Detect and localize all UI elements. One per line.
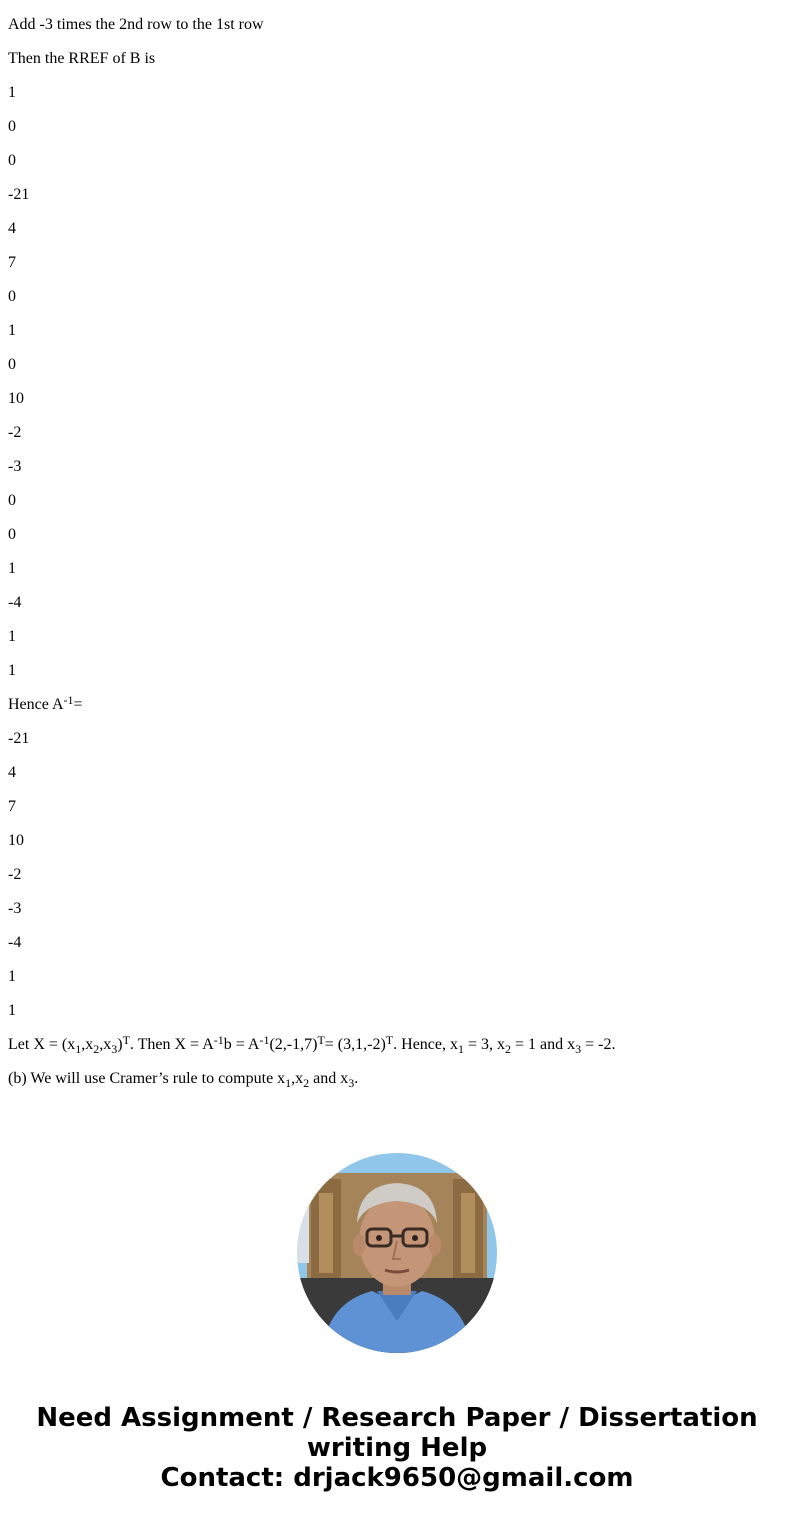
- author-avatar: [297, 1153, 497, 1353]
- matrix-entry: -3: [8, 458, 22, 475]
- promo-banner: [0, 1403, 794, 1493]
- matrix-entry: 1: [8, 662, 16, 679]
- matrix-entry: 0: [8, 492, 16, 509]
- matrix-entry: -2: [8, 424, 22, 441]
- matrix-entry: 0: [8, 526, 16, 543]
- matrix-entry: 0: [8, 152, 16, 169]
- matrix-entry: 0: [8, 288, 16, 305]
- matrix-entry: 7: [8, 254, 16, 271]
- matrix-entry: 7: [8, 798, 16, 815]
- promo-line-1: Need Assignment / Research Paper / Dissertation: [36, 1403, 758, 1433]
- promo-contact: Contact: drjack9650@gmail.com: [160, 1463, 634, 1493]
- matrix-entry: 0: [8, 356, 16, 373]
- step-text: Add -3 times the 2nd row to the 1st row: [8, 16, 264, 33]
- matrix-entry: 4: [8, 764, 16, 781]
- rref-matrix-entries: [8, 83, 786, 695]
- matrix-entry: -4: [8, 934, 22, 951]
- matrix-entry: 1: [8, 322, 16, 339]
- cramer-line: (b) We will use Cramer’s rule to compute $x_1,x_2$ and $x_3$.: [8, 1070, 359, 1090]
- matrix-entry: -21: [8, 186, 30, 203]
- matrix-entry: -3: [8, 900, 22, 917]
- rref-heading: Then the RREF of B is: [8, 50, 156, 67]
- matrix-entry: 1: [8, 560, 16, 577]
- matrix-entry: 0: [8, 118, 16, 135]
- matrix-entry: 4: [8, 220, 16, 237]
- inverse-matrix-entries: [8, 729, 786, 1035]
- matrix-entry: 10: [8, 832, 24, 849]
- matrix-entry: 1: [8, 628, 16, 645]
- matrix-entry: -21: [8, 730, 30, 747]
- matrix-entry: 10: [8, 390, 24, 407]
- matrix-entry: -2: [8, 866, 22, 883]
- matrix-entry: 1: [8, 968, 16, 985]
- matrix-entry: -4: [8, 594, 22, 611]
- solution-line: Let $X = (x_1,x_2,x_3)^T$. Then $X = A^{-1}b = A^{-1}(2,-1,7)^T= (3,1,-2)^T$. Hence, $x_1 = 3$, $x_2 = 1$ and $x_3 = -2$.: [8, 1033, 616, 1056]
- author-portrait-image: [297, 1153, 497, 1353]
- matrix-entry: 1: [8, 84, 16, 101]
- promo-line-2: writing Help: [306, 1433, 488, 1463]
- matrix-entry: 1: [8, 1002, 16, 1019]
- inverse-heading: Hence $A^{-1}=$: [8, 693, 83, 713]
